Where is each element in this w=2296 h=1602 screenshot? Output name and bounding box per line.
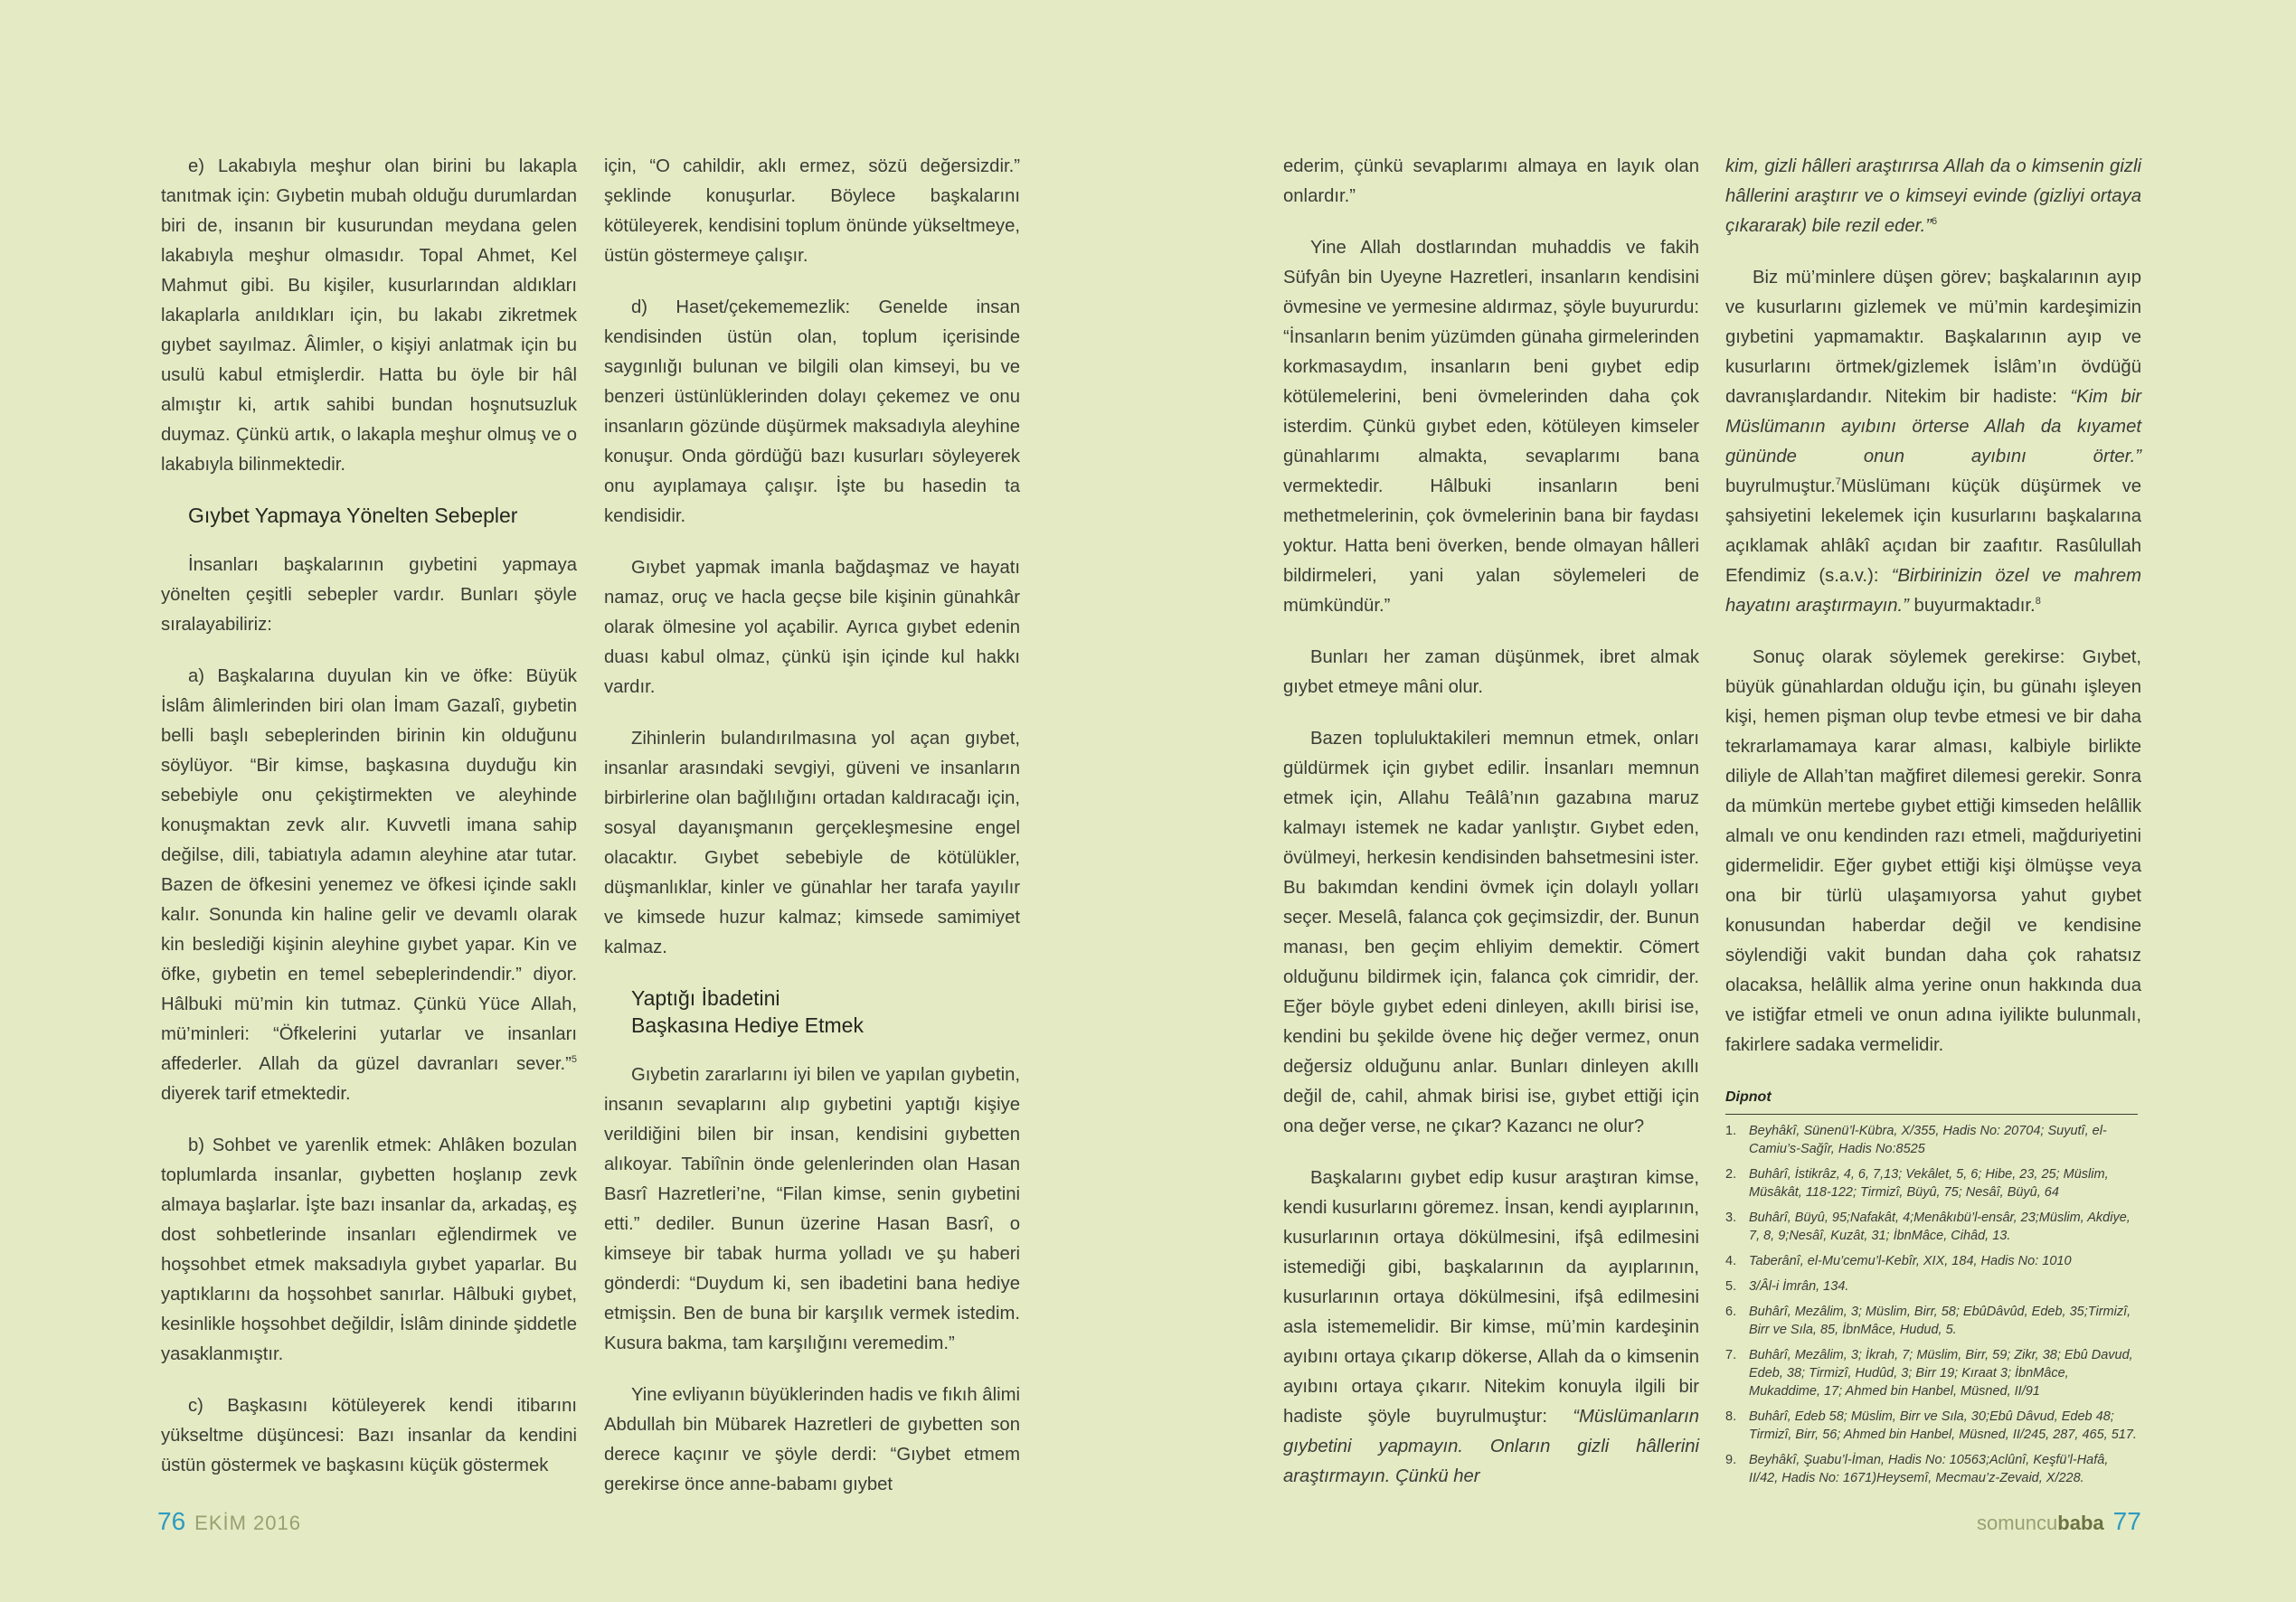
paragraph: İnsanları başkalarının gıybetini yapmaya yönelten çeşitli sebepler vardır. Bunları şöyle sıralayabiliriz:	[161, 555, 577, 635]
footnote-number: 4.	[1725, 1254, 1737, 1268]
paragraph: için, “O cahildir, aklı ermez, sözü değersizdir.” şeklinde konuşurlar. Böylece başkalarını kötüleyerek, kendisini toplum önünde yükseltmeye, üstün göstermeye çalışır.	[604, 156, 1020, 266]
section-heading: Gıybet Yapmaya Yönelten Sebepler	[188, 504, 518, 527]
footnote-number: 1.	[1725, 1124, 1737, 1138]
paragraph-text: Biz mü’minlere düşen görev; başkalarının ayıp ve kusurlarını gizlemek ve mü’min kardeşimizin gıybetini yapmamaktır. Başkalarının ayıp ve kusurlarını örtmek/gizlemek İslâm’ın övdüğü davranışlardandır. Nitekim bir hadiste:	[1725, 268, 2141, 407]
paragraph-text: Başkalarını gıybet edip kusur araştıran kimse, kendi kusurlarını göremez. İnsan, kendi ayıplarının, kusurlarının ortaya dökülmesini, ifşâ edilmesini istemediği gibi, başkalarının da ayıplarının, kusurlarının ortaya dökülmesini, ifşâ edilmesini asla istememelidir. Bir kimse, mü’min kardeşinin ayıbını ortaya çıkarıp dökerse, Allah da o kimsenin ayıbını ortaya çıkarır. Nitekim konuyla ilgili bir hadiste şöyle buyrulmuştur:	[1283, 1168, 1699, 1427]
page-number: 77	[2112, 1507, 2141, 1535]
column-3	[1283, 152, 1699, 1513]
footnote-number: 8.	[1725, 1409, 1737, 1424]
footnotes-list	[1725, 1122, 2138, 1487]
paragraph: Bazen topluluktakileri memnun etmek, onları güldürmek için gıybet edilir. İnsanları memnun etmek için, Allahu Teâlâ’nın gazabına maruz kalmayı istemek ne kadar yanlıştır. Gıybet eden, övülmeyi, herkesin kendisinden bahsetmesini ister. Bu bakımdan kendini övmek için dolaylı yolları seçer. Meselâ, falanca çok geçimsizdir, der. Bunun manası, ben geçim ehliyim demektir. Cömert olduğunu bildirmek için, falanca çok cimridir, der. Eğer böyle gıybet edeni dinleyen, akıllı birisi ise, kendini bu şekilde övene hiç değer vermez, onun değersiz olduğunu anlar. Bunları dinleyen akıllı değil de, cahil, ahmak birisi ise, gıybet ettiği için ona değer verse, ne çıkar? Kazancı ne olur?	[1283, 729, 1699, 1136]
logo-part: somuncu	[1977, 1512, 2058, 1534]
right-page-footer	[1977, 1507, 2141, 1536]
logo-part: baba	[2057, 1512, 2104, 1534]
footnote-number: 6.	[1725, 1305, 1737, 1319]
footnote-item	[1725, 1122, 2138, 1158]
footnote-ref[interactable]: 7	[1835, 476, 1841, 488]
paragraph: Yine evliyanın büyüklerinden hadis ve fıkıh âlimi Abdullah bin Mübarek Hazretleri de gıybetten son derece kaçınır ve şöyle derdi: “Gıybet etmem gerekirse önce anne-babamı gıybet	[604, 1385, 1020, 1494]
footnote-text: 3/Âl-i İmrân, 134.	[1749, 1279, 1849, 1294]
footnote-text: Beyhâkî, Şuabu’l-İman, Hadis No: 10563;Aclûnî, Keşfü’l-Hafâ, II/42, Hadis No: 1671)Heysemî, Mecmau’z-Zevaid, X/228.	[1749, 1453, 2109, 1485]
issue-date: EKİM 2016	[194, 1512, 301, 1534]
footnote-ref[interactable]: 5	[571, 1054, 577, 1066]
heading-line: Yaptığı İbadetini	[631, 986, 780, 1010]
footnote-text: Buhârî, Edeb 58; Müslim, Birr ve Sıla, 30;Ebû Dâvud, Edeb 48; Tirmizî, Birr, 56; Ahmed bin Hanbel, Müsned, II/245, 287, 465, 517.	[1749, 1409, 2137, 1442]
paragraph: Sonuç olarak söylemek gerekirse: Gıybet, büyük günahlardan olduğu için, bu günahı işleyen kişi, hemen pişman olup tevbe etmesi ve bir daha tekrarlamamaya karar alması, kalbiyle birlikte diliyle de Allah’tan mağfiret dilemesi gerekir. Sonra da mümkün mertebe gıybet ettiği kimseden helâllik almalı ve onu kendinden razı etmeli, mağduriyetini gidermelidir. Eğer gıybet ettiği kişi ölmüşse veya ona bir türlü ulaşamıyorsa yahut gıybet konusundan haberdar değil ve kendisine söylendiği vakit bundan daha çok rahatsız olacaksa, helâllik alma yerine onun hakkında dua ve istiğfar etmeli ve onun adına iyilikte bulunmalı, fakirlere sadaka vermelidir.	[1725, 647, 2141, 1055]
footnote-item	[1725, 1277, 2138, 1296]
paragraph	[161, 662, 577, 1109]
footnote-number: 2.	[1725, 1167, 1737, 1182]
paragraph: ederim, çünkü sevaplarımı almaya en layık olan onlardır.”	[1283, 156, 1699, 206]
paragraph-text: diyerek tarif etmektedir.	[161, 1084, 351, 1104]
footnote-number: 5.	[1725, 1279, 1737, 1294]
paragraph: Bunları her zaman düşünmek, ibret almak gıybet etmeye mâni olur.	[1283, 647, 1699, 697]
hadith-quote: “Müslümanların gıybetini yapmayın. Onların gizli hâllerini araştırmayın. Çünkü her	[1283, 1407, 1699, 1486]
footnote-number: 3.	[1725, 1211, 1737, 1225]
footnote-item	[1725, 1408, 2138, 1444]
column-2	[604, 152, 1020, 1522]
footnote-ref[interactable]: 6	[1932, 216, 1938, 228]
paragraph-text: buyrulmuştur.	[1725, 476, 1836, 496]
footnote-text: Buhârî, Mezâlim, 3; İkrah, 7; Müslim, Birr, 59; Zikr, 38; Ebû Davud, Edeb, 38; Tirmizî, Hudûd, 3; Birr 19; Kıraat 3; İbnMâce, Mukaddime, 17; Ahmed bin Hanbel, Müsned, II/91	[1749, 1348, 2133, 1399]
paragraph-text: a) Başkalarına duyulan kin ve öfke: Büyük İslâm âlimlerinden biri olan İmam Gazalî, gıybetin belli başlı sebeplerinden birinin kin olduğunu söylüyor. “Bir kimse, başkasına duyduğu kin sebebiyle onu çekiştirmekten ve aleyhinde konuşmaktan zevk alır. Kuvvetli imana sahip değilse, dili, tabiatıyla adamın aleyhine atar tutar. Bazen de öfkesini yenemez ve öfkesi içinde saklı kalır. Sonunda kin haline gelir ve devamlı olarak kin beslediği kişinin aleyhine gıybet yapar. Kin ve öfke, gıybetin en temel sebeplerindendir.” diyor. Hâlbuki mü’min kin tutmaz. Çünkü Yüce Allah, mü’minleri: “Öfkelerini yutarlar ve insanları affederler. Allah da güzel davranları sever.”	[161, 666, 577, 1074]
footnote-text: Taberânî, el-Mu’cemu’l-Kebîr, XIX, 184, Hadis No: 1010	[1749, 1254, 2072, 1268]
heading-line: Başkasına Hediye Etmek	[631, 1013, 864, 1037]
footnote-item	[1725, 1209, 2138, 1245]
page-number: 76	[157, 1507, 186, 1535]
paragraph-text: Müslümanı küçük düşürmek ve şahsiyetini lekelemek için kusurlarını başkalarına açıklamak ahlâkî açıdan bir zaafıtır. Rasûlullah Efendimiz (s.a.v.):	[1725, 476, 2141, 586]
footnote-item	[1725, 1252, 2138, 1270]
footnotes-title: Dipnot	[1725, 1082, 2138, 1115]
paragraph: Yine Allah dostlarından muhaddis ve fakih Süfyân bin Uyeyne Hazretleri, insanların kendisini övmesine ve yermesine aldırmaz, şöyle buyururdu: “İnsanların benim yüzümden günaha girmelerinden korkmasaydım, insanların beni gıybet edip kötülemelerini, beni övmelerinden daha çok isterdim. Çünkü gıybet eden, kötüleyen kimseler günahlarımı almakta, sevaplarımı bana vermektedir. Hâlbuki insanların beni methetmelerinin, çok övmelerinin bana bir faydası yoktur. Hatta beni överken, bende olmayan hâlleri bildirmeleri, yani yalan söylemeleri de mümkündür.”	[1283, 238, 1699, 616]
hadith-quote: “Birbirinizin özel ve mahrem hayatını araştırmayın.”	[1725, 566, 2141, 616]
footnote-ref[interactable]: 8	[2035, 596, 2041, 608]
column-1	[161, 152, 577, 1503]
footnote-item	[1725, 1346, 2138, 1400]
hadith-quote: kim, gizli hâlleri araştırırsa Allah da o kimsenin gizli hâllerini araştırır ve o kimseyi evinde (gizliyi ortaya çıkararak) bile rezil eder.”	[1725, 156, 2141, 236]
paragraph: b) Sohbet ve yarenlik etmek: Ahlâken bozulan toplumlarda insanlar, gıybetten hoşlanıp zevk almaya başlarlar. İşte bazı insanlar da, arkadaş, eş dost sohbetlerinde insanları eğlendirmek ve hoşsohbet etmek maksadıyla gıybet yaparlar. Bu yaptıklarını da hoşsohbet sanırlar. Hâlbuki gıybet, kesinlikle hoşsohbet değildir, İslâm dininde şiddetle yasaklanmıştır.	[161, 1136, 577, 1364]
paragraph: Gıybet yapmak imanla bağdaşmaz ve hayatı namaz, oruç ve hacla geçse bile kişinin günahkâr olarak ölmesine yol açabilir. Ayrıca gıybet edenin duası kabul olmaz, çünkü işin içinde kul hakkı vardır.	[604, 558, 1020, 697]
section-heading	[604, 985, 1020, 1039]
left-page-footer	[157, 1507, 301, 1536]
footnote-text: Buhârî, Mezâlim, 3; Müslim, Birr, 58; EbûDâvûd, Edeb, 35;Tirmizî, Birr ve Sıla, 85, İbnMâce, Hudud, 5.	[1749, 1305, 2131, 1337]
footnote-item	[1725, 1303, 2138, 1339]
paragraph-text: buyurmaktadır.	[1908, 596, 2036, 616]
column-4	[1725, 152, 2141, 1494]
paragraph	[1725, 152, 2141, 241]
footnote-number: 7.	[1725, 1348, 1737, 1362]
paragraph: e) Lakabıyla meşhur olan birini bu lakapla tanıtmak için: Gıybetin mubah olduğu durumlardan biri de, insanın bir kusurundan meydana gelen lakabıyla meşhur olmasıdır. Topal Ahmet, Kel Mahmut gibi. Bu kişiler, kusurlarından aldıkları lakaplarla anıldıkları için, bu lakabı zikretmek gıybet sayılmaz. Âlimler, o kişiyi anlatmak için bu usulü kabul etmişlerdir. Hatta bu öyle bir hâl almıştır ki, artık sahibi bundan hoşnutsuzluk duymaz. Çünkü artık, o lakapla meşhur olmuş ve o lakabıyla bilinmektedir.	[161, 156, 577, 475]
footnote-text: Beyhâkî, Sünenü’l-Kübra, X/355, Hadis No: 20704; Suyutî, el-Camiu’s-Sağîr, Hadis No:8525	[1749, 1124, 2107, 1156]
footnote-number: 9.	[1725, 1453, 1737, 1467]
paragraph: c) Başkasını kötüleyerek kendi itibarını yükseltme düşüncesi: Bazı insanlar da kendini üstün göstermek ve başkasını küçük göstermek	[161, 1396, 577, 1475]
footnote-item	[1725, 1165, 2138, 1202]
paragraph	[1725, 263, 2141, 621]
paragraph	[1283, 1164, 1699, 1492]
paragraph: d) Haset/çekememezlik: Genelde insan kendisinden üstün olan, toplum içerisinde saygınlığı bulunan ve bilgili olan kimseyi, bu ve benzeri üstünlüklerinden dolayı çekemez ve onu insanların gözünde düşürmek maksadıyla aleyhine konuşur. Onda gördüğü bazı kusurları söyleyerek onu ayıplamaya çalışır. İşte bu hasedin ta kendisidir.	[604, 297, 1020, 526]
paragraph: Zihinlerin bulandırılmasına yol açan gıybet, insanlar arasındaki sevgiyi, güveni ve insanların birbirlerine olan bağlılığını ortadan kaldıracağı için, sosyal dayanışmanın gerçekleşmesine engel olacaktır. Gıybet sebebiyle de kötülükler, düşmanlıklar, kinler ve günahlar her tarafa yayılır ve kimsede huzur kalmaz; kimsede samimiyet kalmaz.	[604, 729, 1020, 957]
footnote-text: Buhârî, İstikrâz, 4, 6, 7,13; Vekâlet, 5, 6; Hibe, 23, 25; Müslim, Müsâkât, 118-122; Tirmizî, Büyû, 75; Nesâî, Büyû, 64	[1749, 1167, 2109, 1200]
paragraph: Gıybetin zararlarını iyi bilen ve yapılan gıybetin, insanın sevaplarını alıp gıybetini yaptığı kişiye verildiğini bilen bir insan, kendisini gıybetten alıkoyar. Tabiînin önde gelenlerinden olan Hasan Basrî Hazretleri’ne, “Filan kimse, senin gıybetini etti.” dediler. Bunun üzerine Hasan Basrî, o kimseye bir tabak hurma yolladı ve şu haberi gönderdi: “Duydum ki, sen ibadetini bana hediye etmişsin. Ben de buna bir karşılık vermek istedim. Kusura bakma, tam karşılığını veremedim.”	[604, 1065, 1020, 1353]
magazine-logo	[1977, 1512, 2104, 1535]
footnote-item	[1725, 1451, 2138, 1487]
footnote-text: Buhârî, Büyû, 95;Nafakât, 4;Menâkıbü’l-ensâr, 23;Müslim, Akdiye, 7, 8, 9;Nesâî, Kuzât, 31; İbnMâce, Cihâd, 13.	[1749, 1211, 2131, 1243]
hadith-quote: “Kim bir Müslümanın ayıbını örterse Allah da kıyamet gününde onun ayıbını örter.”	[1725, 387, 2141, 466]
